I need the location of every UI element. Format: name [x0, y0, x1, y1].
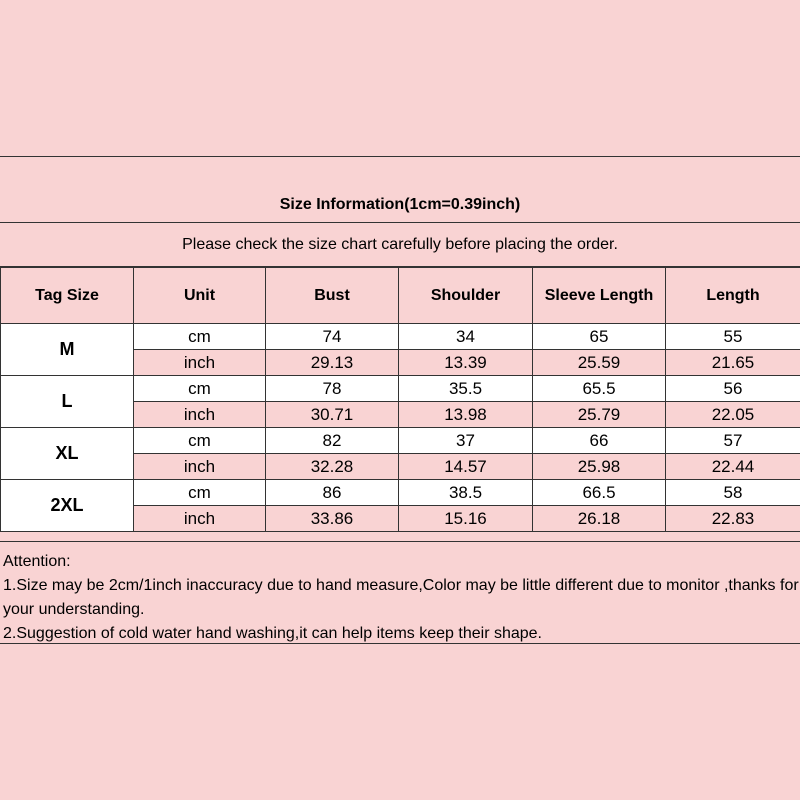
shoulder-cell: 13.39	[399, 350, 533, 376]
shoulder-cell: 15.16	[399, 506, 533, 532]
shoulder-cell: 13.98	[399, 402, 533, 428]
sleeve-length-cell: 25.79	[533, 402, 666, 428]
unit-cell: cm	[134, 480, 266, 506]
sleeve-length-cell: 66	[533, 428, 666, 454]
length-cell: 58	[666, 480, 800, 506]
shoulder-cell: 38.5	[399, 480, 533, 506]
header-bust: Bust	[266, 268, 399, 324]
table-row	[1, 480, 800, 506]
length-cell: 56	[666, 376, 800, 402]
bust-cell: 33.86	[266, 506, 399, 532]
table-row	[1, 376, 800, 402]
chart-title: Size Information(1cm=0.39inch)	[279, 196, 521, 213]
header-tag-size: Tag Size	[1, 268, 134, 324]
header-row	[1, 268, 800, 324]
shoulder-cell: 34	[399, 324, 533, 350]
sleeve-length-cell: 66.5	[533, 480, 666, 506]
sleeve-length-cell: 25.59	[533, 350, 666, 376]
notes-line-2: 2.Suggestion of cold water hand washing,it can help items keep their shape.	[3, 625, 542, 642]
tag-size-cell: XL	[1, 428, 134, 480]
bust-cell: 32.28	[266, 454, 399, 480]
length-cell: 21.65	[666, 350, 800, 376]
length-cell: 22.83	[666, 506, 800, 532]
unit-cell: cm	[134, 324, 266, 350]
bust-cell: 30.71	[266, 402, 399, 428]
sleeve-length-cell: 25.98	[533, 454, 666, 480]
length-cell: 57	[666, 428, 800, 454]
table-row	[1, 324, 800, 350]
length-cell: 22.05	[666, 402, 800, 428]
shoulder-cell: 14.57	[399, 454, 533, 480]
tag-size-cell: L	[1, 376, 134, 428]
sleeve-length-cell: 26.18	[533, 506, 666, 532]
header-length: Length	[666, 268, 800, 324]
header-unit: Unit	[134, 268, 266, 324]
table-row	[1, 428, 800, 454]
shoulder-cell: 35.5	[399, 376, 533, 402]
unit-cell: inch	[134, 350, 266, 376]
tag-size-cell: 2XL	[1, 480, 134, 532]
unit-cell: inch	[134, 454, 266, 480]
subtitle-row	[0, 222, 800, 267]
notes-heading: Attention:	[3, 553, 71, 570]
unit-cell: inch	[134, 506, 266, 532]
size-table	[0, 267, 800, 532]
header-shoulder: Shoulder	[399, 268, 533, 324]
sleeve-length-cell: 65	[533, 324, 666, 350]
notes-line-1: 1.Size may be 2cm/1inch inaccuracy due to hand measure,Color may be little different due to monitor ,thanks for your understanding.	[3, 577, 799, 618]
shoulder-cell: 37	[399, 428, 533, 454]
unit-cell: cm	[134, 376, 266, 402]
sleeve-length-cell: 65.5	[533, 376, 666, 402]
bust-cell: 82	[266, 428, 399, 454]
bust-cell: 29.13	[266, 350, 399, 376]
tag-size-cell: M	[1, 324, 134, 376]
unit-cell: inch	[134, 402, 266, 428]
bust-cell: 78	[266, 376, 399, 402]
unit-cell: cm	[134, 428, 266, 454]
bust-cell: 86	[266, 480, 399, 506]
chart-subtitle: Please check the size chart carefully before placing the order.	[182, 235, 618, 253]
attention-notes	[0, 541, 800, 644]
header-sleeve-length: Sleeve Length	[533, 268, 666, 324]
title-row	[0, 156, 800, 222]
bust-cell: 74	[266, 324, 399, 350]
length-cell: 55	[666, 324, 800, 350]
length-cell: 22.44	[666, 454, 800, 480]
